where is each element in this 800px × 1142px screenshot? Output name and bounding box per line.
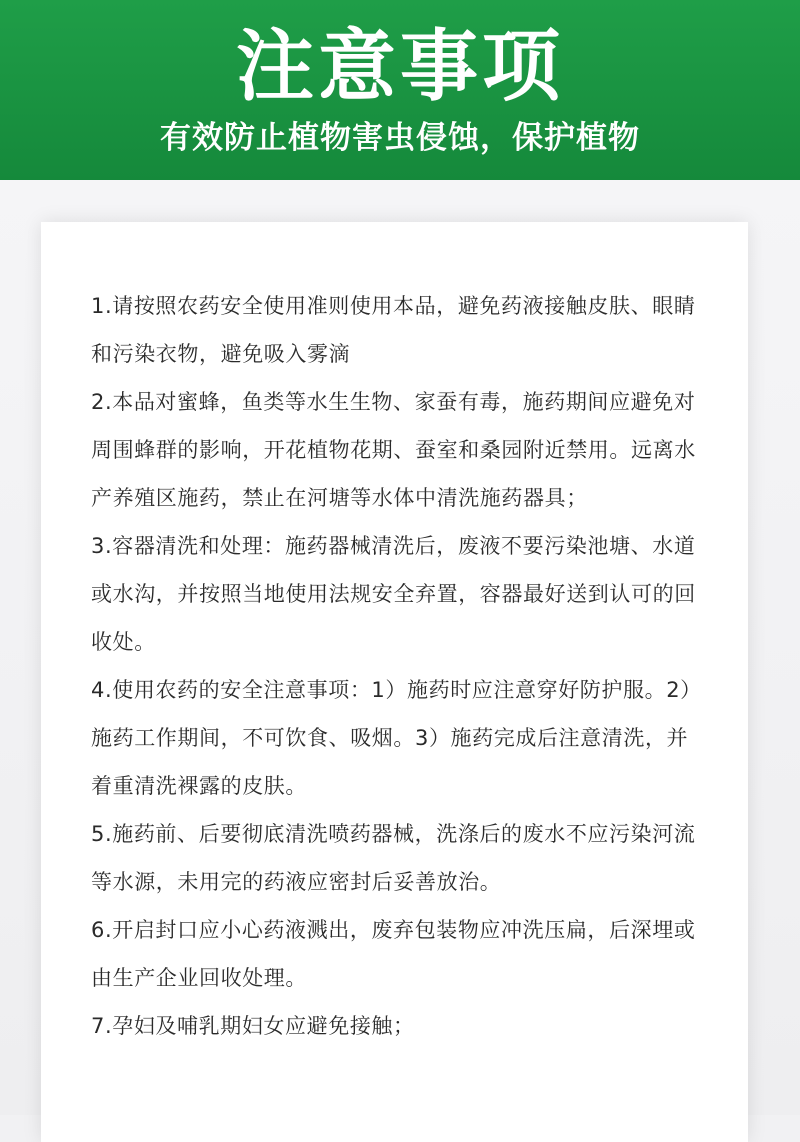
notice-item-7: 7.孕妇及哺乳期妇女应避免接触； — [91, 1014, 415, 1038]
page-subtitle: 有效防止植物害虫侵蚀，保护植物 — [160, 120, 640, 156]
notice-item-6: 6.开启封口应小心药液溅出，废弃包装物应冲洗压扁，后深埋或由生产企业回收处理。 — [91, 918, 696, 990]
header-banner — [0, 0, 800, 180]
page-title: 注意事项 — [235, 22, 564, 112]
notice-item-2: 2.本品对蜜蜂，鱼类等水生生物、家蚕有毒，施药期间应避免对周围蜂群的影响，开花植物花期、蚕室和桑园附近禁用。远离水产养殖区施药，禁止在河塘等水体中清洗施药器具； — [91, 390, 696, 510]
notice-list — [91, 282, 706, 1050]
notice-item-3: 3.容器清洗和处理：施药器械清洗后，废液不要污染池塘、水道或水沟，并按照当地使用法规安全弃置，容器最好送到认可的回收处。 — [91, 534, 696, 654]
notice-item-1: 1.请按照农药安全使用准则使用本品，避免药液接触皮肤、眼睛和污染衣物，避免吸入雾滴 — [91, 294, 696, 366]
notice-card — [41, 222, 748, 1142]
notice-item-4: 4.使用农药的安全注意事项：1）施药时应注意穿好防护服。2）施药工作期间，不可饮食、吸烟。3）施药完成后注意清洗，并着重清洗裸露的皮肤。 — [91, 678, 702, 798]
notice-item-5: 5.施药前、后要彻底清洗喷药器械，洗涤后的废水不应污染河流等水源，未用完的药液应密封后妥善放治。 — [91, 822, 696, 894]
